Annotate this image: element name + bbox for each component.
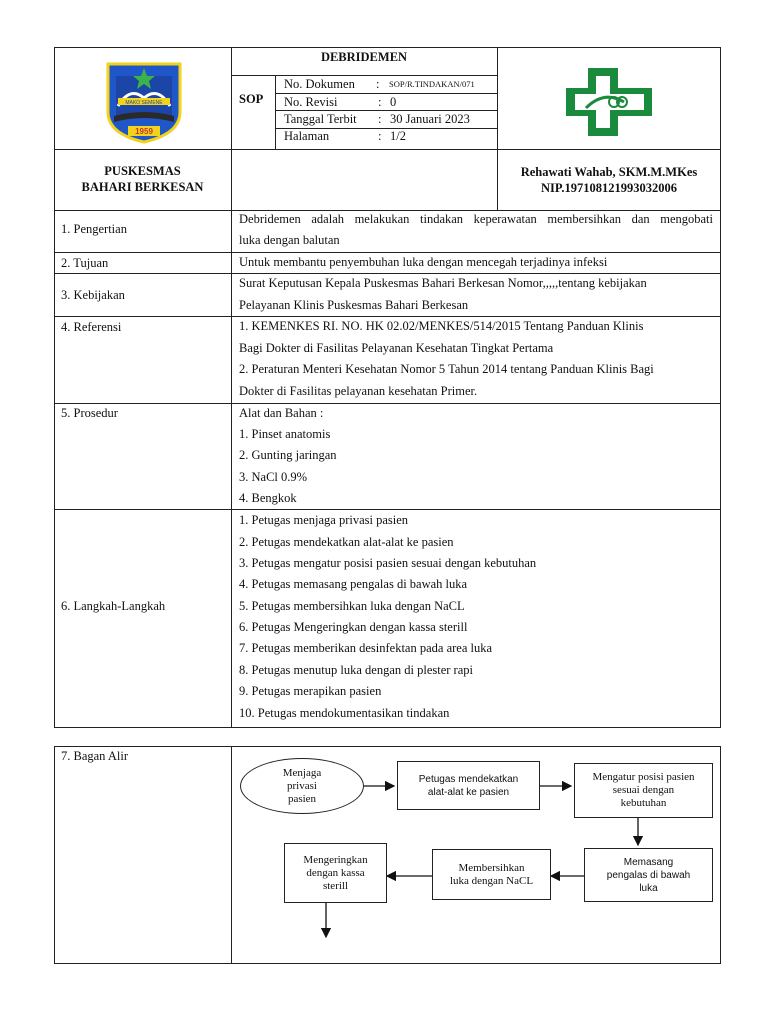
flow-node-text: Memasang — [623, 856, 674, 868]
section-label-kebijakan: 3. Kebijakan — [61, 288, 125, 302]
langkah-step: 10. Petugas mendokumentasikan tindakan — [239, 706, 450, 720]
flow-node-text: alat-alat ke pasien — [427, 786, 510, 798]
meta-key: Tanggal Terbit — [284, 112, 357, 126]
meta-key: Halaman — [284, 129, 330, 143]
prosedur-line: 1. Pinset anatomis — [239, 427, 331, 441]
langkah-step: 5. Petugas membersihkan luka dengan NaCL — [239, 599, 465, 613]
meta-value: 0 — [390, 95, 397, 109]
meta-sep: : — [378, 129, 382, 143]
sop-label: SOP — [239, 92, 264, 106]
flow-node-text: Mengatur posisi pasien — [592, 771, 695, 783]
flow-node-text: sterill — [322, 879, 349, 892]
referensi-line: Bagi Dokter di Fasilitas Pelayanan Kesehatan Tingkat Pertama — [239, 341, 554, 355]
flow-node-text: pengalas di bawah — [606, 869, 691, 881]
referensi-line: Dokter di Fasilitas pelayanan kesehatan Primer. — [239, 384, 478, 398]
prosedur-line: 2. Gunting jaringan — [239, 448, 337, 462]
meta-value: 30 Januari 2023 — [390, 112, 470, 126]
flow-node-privasi — [240, 758, 364, 814]
svg-text:MAKO SEMENE: MAKO SEMENE — [125, 100, 163, 106]
pengertian-line: luka dengan balutan — [239, 233, 340, 247]
referensi-line: 1. KEMENKES RI. NO. HK 02.02/MENKES/514/2015 Tentang Panduan Klinis — [239, 319, 644, 333]
meta-value: SOP/R.TINDAKAN/071 — [389, 79, 475, 89]
flow-node-text: Membersihkan — [458, 861, 525, 874]
langkah-step: 8. Petugas menutup luka dengan di plester rapi — [239, 663, 473, 677]
section-label-referensi: 4. Referensi — [61, 320, 122, 334]
prosedur-line: 4. Bengkok — [239, 491, 297, 505]
referensi-line: 2. Peraturan Menteri Kesehatan Nomor 5 Tahun 2014 tentang Panduan Klinis Bagi — [239, 362, 654, 376]
section-label-pengertian: 1. Pengertian — [61, 222, 127, 236]
prosedur-line: 3. NaCl 0.9% — [239, 470, 308, 484]
meta-sep: : — [376, 77, 380, 91]
flow-node-posisi — [574, 763, 713, 818]
langkah-step: 4. Petugas memasang pengalas di bawah luka — [239, 577, 468, 591]
svg-text:1959: 1959 — [135, 127, 153, 136]
section-label-prosedur: 5. Prosedur — [61, 406, 118, 420]
langkah-step: 7. Petugas memberikan desinfektan pada area luka — [239, 641, 493, 655]
meta-sep: : — [378, 95, 382, 109]
doc-title: DEBRIDEMEN — [320, 50, 408, 64]
flow-node-text: privasi — [287, 779, 317, 792]
langkah-step: 1. Petugas menjaga privasi pasien — [239, 513, 409, 527]
flow-node-text: dengan kassa — [306, 866, 365, 879]
tujuan-line: Untuk membantu penyembuhan luka dengan mencegah terjadinya infeksi — [239, 255, 608, 269]
kebijakan-line: Surat Keputusan Kepala Puskesmas Bahari Berkesan Nomor,,,,,tentang kebijakan — [239, 276, 647, 290]
flow-node-text: luka — [639, 882, 658, 894]
section-label-bagan: 7. Bagan Alir — [61, 749, 129, 763]
flow-node-kassa — [284, 843, 387, 903]
flow-node-text: pasien — [287, 792, 317, 805]
prosedur-line: Alat dan Bahan : — [239, 406, 324, 420]
langkah-step: 2. Petugas mendekatkan alat-alat ke pasien — [239, 535, 454, 549]
flow-node-text: Petugas mendekatkan — [418, 773, 519, 785]
org-name-line2: BAHARI BERKESAN — [81, 180, 204, 194]
signer-name: Rehawati Wahab, SKM.M.MKes — [520, 165, 698, 179]
pengertian-line: Debridemen adalah melakukan tindakan keperawatan membersihkan dan mengobati — [239, 212, 713, 226]
meta-value: 1/2 — [390, 129, 406, 143]
meta-sep: : — [378, 112, 382, 126]
flow-node-text: sesuai dengan — [612, 784, 675, 796]
langkah-step: 6. Petugas Mengeringkan dengan kassa sterill — [239, 620, 468, 634]
meta-key: No. Revisi — [284, 95, 338, 109]
section-label-langkah: 6. Langkah-Langkah — [61, 599, 166, 613]
flow-node-text: Menjaga — [282, 766, 322, 779]
meta-key: No. Dokumen — [284, 77, 355, 91]
org-name-line1: PUSKESMAS — [104, 164, 181, 178]
flow-node-text: Mengeringkan — [303, 853, 368, 866]
signer-nip: NIP.197108121993032006 — [540, 181, 677, 195]
flow-node-nacl — [432, 849, 551, 900]
flow-node-text: luka dengan NaCL — [449, 874, 534, 887]
kebijakan-line: Pelayanan Klinis Puskesmas Bahari Berkesan — [239, 298, 469, 312]
flow-node-pengalas — [584, 848, 713, 902]
langkah-step: 9. Petugas merapikan pasien — [239, 684, 382, 698]
langkah-step: 3. Petugas mengatur posisi pasien sesuai dengan kebutuhan — [239, 556, 537, 570]
flow-node-text: kebutuhan — [620, 797, 667, 809]
flow-node-alat — [397, 761, 540, 810]
section-label-tujuan: 2. Tujuan — [61, 256, 109, 270]
